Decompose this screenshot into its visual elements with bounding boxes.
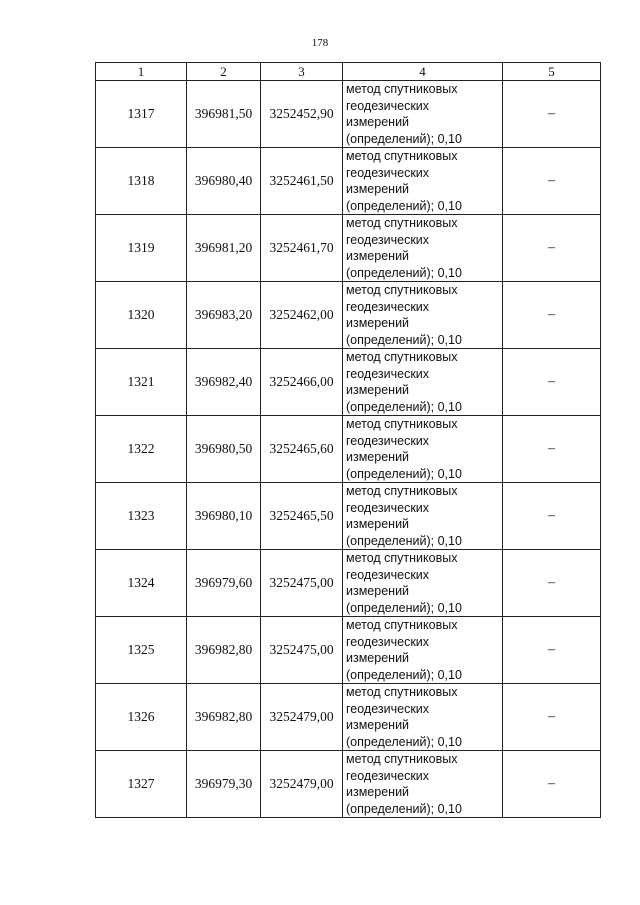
point-number-cell: 1323 — [96, 483, 187, 550]
y-coordinate-cell: 3252475,00 — [261, 550, 343, 617]
method-cell: метод спутниковых геодезических измерений (определений); 0,10 — [343, 483, 503, 550]
note-cell: – — [503, 751, 601, 818]
point-number-cell: 1326 — [96, 684, 187, 751]
table-row — [96, 416, 601, 483]
column-header-1: 1 — [96, 63, 187, 81]
method-cell: метод спутниковых геодезических измерений (определений); 0,10 — [343, 148, 503, 215]
note-cell: – — [503, 349, 601, 416]
x-coordinate-cell: 396979,30 — [187, 751, 261, 818]
table-row — [96, 81, 601, 148]
table-header-row — [96, 63, 601, 81]
y-coordinate-cell: 3252461,50 — [261, 148, 343, 215]
note-cell: – — [503, 282, 601, 349]
x-coordinate-cell: 396980,10 — [187, 483, 261, 550]
method-cell: метод спутниковых геодезических измерений (определений); 0,10 — [343, 81, 503, 148]
table-row — [96, 751, 601, 818]
note-cell: – — [503, 617, 601, 684]
table-row — [96, 550, 601, 617]
x-coordinate-cell: 396980,50 — [187, 416, 261, 483]
x-coordinate-cell: 396982,80 — [187, 684, 261, 751]
method-cell: метод спутниковых геодезических измерений (определений); 0,10 — [343, 282, 503, 349]
x-coordinate-cell: 396981,20 — [187, 215, 261, 282]
method-cell: метод спутниковых геодезических измерений (определений); 0,10 — [343, 751, 503, 818]
table-row — [96, 684, 601, 751]
y-coordinate-cell: 3252465,50 — [261, 483, 343, 550]
x-coordinate-cell: 396981,50 — [187, 81, 261, 148]
point-number-cell: 1322 — [96, 416, 187, 483]
table-row — [96, 617, 601, 684]
column-header-4: 4 — [343, 63, 503, 81]
note-cell: – — [503, 550, 601, 617]
point-number-cell: 1318 — [96, 148, 187, 215]
column-header-5: 5 — [503, 63, 601, 81]
note-cell: – — [503, 215, 601, 282]
table-body — [96, 81, 601, 818]
x-coordinate-cell: 396980,40 — [187, 148, 261, 215]
method-cell: метод спутниковых геодезических измерений (определений); 0,10 — [343, 215, 503, 282]
y-coordinate-cell: 3252452,90 — [261, 81, 343, 148]
y-coordinate-cell: 3252475,00 — [261, 617, 343, 684]
note-cell: – — [503, 684, 601, 751]
note-cell: – — [503, 416, 601, 483]
column-header-2: 2 — [187, 63, 261, 81]
method-cell: метод спутниковых геодезических измерений (определений); 0,10 — [343, 684, 503, 751]
column-header-3: 3 — [261, 63, 343, 81]
note-cell: – — [503, 148, 601, 215]
method-cell: метод спутниковых геодезических измерений (определений); 0,10 — [343, 550, 503, 617]
point-number-cell: 1320 — [96, 282, 187, 349]
table-row — [96, 282, 601, 349]
method-cell: метод спутниковых геодезических измерений (определений); 0,10 — [343, 617, 503, 684]
point-number-cell: 1327 — [96, 751, 187, 818]
table-row — [96, 148, 601, 215]
y-coordinate-cell: 3252462,00 — [261, 282, 343, 349]
y-coordinate-cell: 3252479,00 — [261, 684, 343, 751]
point-number-cell: 1321 — [96, 349, 187, 416]
point-number-cell: 1317 — [96, 81, 187, 148]
note-cell: – — [503, 81, 601, 148]
y-coordinate-cell: 3252466,00 — [261, 349, 343, 416]
point-number-cell: 1325 — [96, 617, 187, 684]
note-cell: – — [503, 483, 601, 550]
method-cell: метод спутниковых геодезических измерений (определений); 0,10 — [343, 349, 503, 416]
y-coordinate-cell: 3252465,60 — [261, 416, 343, 483]
x-coordinate-cell: 396982,40 — [187, 349, 261, 416]
point-number-cell: 1324 — [96, 550, 187, 617]
method-cell: метод спутниковых геодезических измерений (определений); 0,10 — [343, 416, 503, 483]
x-coordinate-cell: 396982,80 — [187, 617, 261, 684]
table-row — [96, 349, 601, 416]
coordinates-table — [95, 62, 601, 818]
table-row — [96, 215, 601, 282]
table-row — [96, 483, 601, 550]
point-number-cell: 1319 — [96, 215, 187, 282]
y-coordinate-cell: 3252461,70 — [261, 215, 343, 282]
x-coordinate-cell: 396983,20 — [187, 282, 261, 349]
page-number: 178 — [311, 37, 329, 49]
y-coordinate-cell: 3252479,00 — [261, 751, 343, 818]
x-coordinate-cell: 396979,60 — [187, 550, 261, 617]
